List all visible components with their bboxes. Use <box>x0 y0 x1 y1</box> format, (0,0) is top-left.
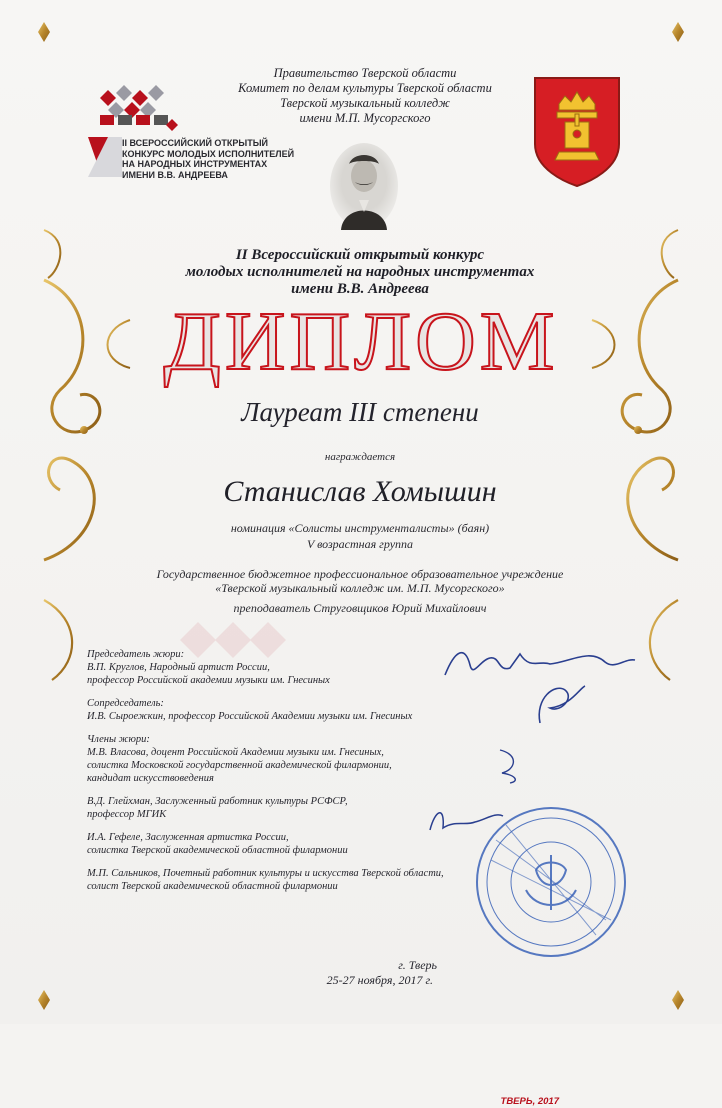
logo-city: ТВЕРЬ, 2017 <box>500 1096 559 1107</box>
jury-line: М.В. Власова, доцент Российской Академии музыки им. Гнесиных, <box>87 747 384 758</box>
jury-line: В.П. Круглов, Народный артист России, <box>87 662 270 673</box>
jury-line: И.В. Сыроежкин, профессор Российской Академии музыки им. Гнесиных <box>87 711 413 722</box>
jury-line: кандидат искусствоведения <box>87 773 214 784</box>
school-line: «Тверской музыкальный колледж им. М.П. Мусоргского» <box>215 581 505 595</box>
jury-line: профессор МГИК <box>87 809 167 820</box>
laureate-degree: Лауреат III степени <box>241 397 479 427</box>
jury-line: солистка Московской государственной академической филармонии, <box>87 760 392 771</box>
jury-line: профессор Российской академии музыки им. Гнесиных <box>87 675 330 686</box>
jury-line: Члены жюри: <box>87 734 150 745</box>
org-line: Правительство Тверской области <box>273 66 457 80</box>
logo-line: НА НАРОДНЫХ ИНСТРУМЕНТАХ <box>122 159 268 169</box>
jury-list <box>87 648 507 903</box>
jury-line: солист Тверской академической областной филармонии <box>87 881 338 892</box>
jury-member <box>87 831 507 857</box>
contest-line: II Всероссийский открытый конкурс <box>235 247 485 263</box>
coat-of-arms-icon <box>529 74 625 188</box>
school-line: Государственное бюджетное профессиональное образовательное учреждение <box>156 567 564 581</box>
jury-member <box>87 795 507 821</box>
contest-line: имени В.В. Андреева <box>291 281 429 297</box>
org-line: Тверской музыкальный колледж <box>280 96 450 110</box>
jury-line: Председатель жюри: <box>87 649 185 660</box>
recipient-name: Станислав Хомышин <box>223 475 497 508</box>
date: 25-27 ноября, 2017 г. <box>326 973 433 987</box>
jury-line: солистка Тверской академической областной филармонии <box>87 845 348 856</box>
jury-co-chairman <box>87 697 507 723</box>
diploma-title: ДИПЛОМ <box>163 295 559 388</box>
awarded-label: награждается <box>324 451 396 463</box>
official-stamp <box>466 800 636 960</box>
jury-line: И.А. Гефеле, Заслуженная артистка России, <box>87 832 289 843</box>
jury-line: Сопредседатель: <box>87 698 164 709</box>
jury-member <box>87 867 507 893</box>
org-line: имени М.П. Мусоргского <box>299 111 431 125</box>
organization-header <box>215 66 515 126</box>
jury-line: В.Д. Глейхман, Заслуженный работник культуры РСФСР, <box>87 796 348 807</box>
logo-line: КОНКУРС МОЛОДЫХ ИСПОЛНИТЕЛЕЙ <box>122 148 295 159</box>
nomination: номинация «Солисты инструменталисты» (баян) <box>230 521 490 535</box>
logo-line: II ВСЕРОССИЙСКИЙ ОТКРЫТЫЙ <box>122 138 268 148</box>
org-line: Комитет по делам культуры Тверской области <box>238 81 492 95</box>
contest-title <box>120 247 600 298</box>
signature-co-chairman <box>530 678 590 728</box>
portrait-andreev-image <box>329 142 399 230</box>
city: г. Тверь <box>398 958 437 972</box>
jury-line: М.П. Сальников, Почетный работник культуры и искусства Тверской области, <box>87 868 444 879</box>
jury-chairman <box>87 648 507 687</box>
teacher: преподаватель Струговщиков Юрий Михайлович <box>233 601 487 615</box>
age-group: V возрастная группа <box>306 537 414 551</box>
school-name <box>120 567 600 595</box>
logo-line: ИМЕНИ В.В. АНДРЕЕВА <box>122 169 228 180</box>
jury-member <box>87 733 507 785</box>
contest-line: молодых исполнителей на народных инструментах <box>185 264 535 280</box>
